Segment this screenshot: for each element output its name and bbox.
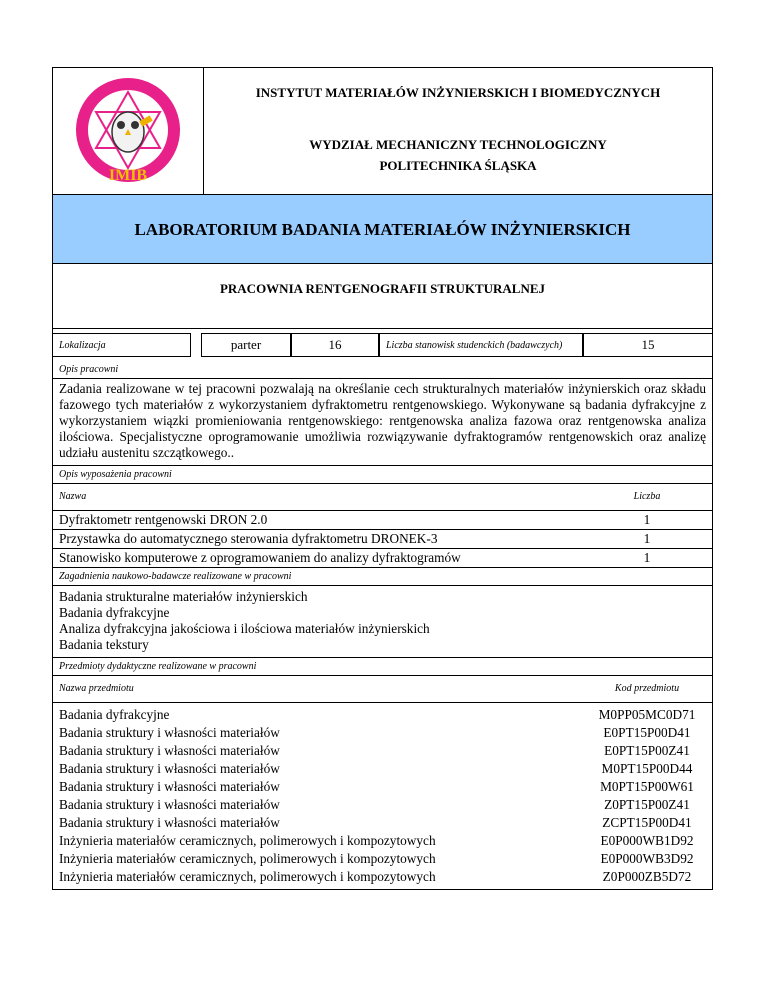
table-row <box>53 814 712 832</box>
course-code: E0PT15P00D41 <box>603 725 691 740</box>
course-name: Badania struktury i własności materiałów <box>59 815 280 830</box>
course-name: Badania struktury i własności materiałów <box>59 797 280 812</box>
description-row <box>53 361 712 379</box>
equipment-count: 1 <box>643 550 651 565</box>
course-code: M0PT15P00D44 <box>601 761 693 776</box>
location-label-cell <box>53 333 191 357</box>
institute-name: INSTYTUT MATERIAŁÓW INŻYNIERSKICH I BIOMEDYCZNYCH <box>255 85 661 100</box>
institute-logo-icon <box>58 72 198 192</box>
equipment-header-row <box>53 484 712 511</box>
equipment-name: Dyfraktometr rentgenowski DRON 2.0 <box>59 512 268 527</box>
course-name: Badania struktury i własności materiałów <box>59 725 280 740</box>
equipment-row <box>53 530 712 549</box>
table-row <box>53 724 712 742</box>
research-label: Zagadnienia naukowo-badawcze realizowane w pracowni <box>59 571 292 582</box>
floor-value: parter <box>230 337 262 352</box>
institute-info <box>204 68 712 194</box>
courses-label-row <box>53 658 712 676</box>
courses-table <box>53 703 712 889</box>
courses-header-row <box>53 676 712 703</box>
equipment-count: 1 <box>643 531 651 546</box>
equipment-name: Przystawka do automatycznego sterowania dyfraktometru DRONEK-3 <box>59 531 438 546</box>
course-name: Inżynieria materiałów ceramicznych, polimerowych i kompozytowych <box>59 869 436 884</box>
equipment-col-count: Liczba <box>633 491 661 502</box>
description-label: Opis pracowni <box>59 364 119 375</box>
room-value: 16 <box>328 337 342 352</box>
course-name: Badania struktury i własności materiałów <box>59 779 280 794</box>
course-name: Badania struktury i własności materiałów <box>59 743 280 758</box>
table-row <box>53 742 712 760</box>
logo-cell <box>53 68 204 195</box>
table-row <box>53 760 712 778</box>
equipment-count: 1 <box>643 512 651 527</box>
course-name: Inżynieria materiałów ceramicznych, polimerowych i kompozytowych <box>59 851 436 866</box>
workshop-title: PRACOWNIA RENTGENOGRAFII STRUKTURALNEJ <box>219 281 546 296</box>
logo-text: IMIB <box>108 167 148 184</box>
course-name: Badania dyfrakcyjne <box>59 707 170 722</box>
course-code: E0P000WB1D92 <box>600 833 694 848</box>
description-text: Zadania realizowane w tej pracowni pozwalają na określanie cech strukturalnych materiałów inżynierskich oraz składu fazowego tych materiałów z wykorzystaniem dyfraktometru rentgenowskiego. Wykonywane są badania dyfrakcyjne z wykorzystaniem wiązki promieniowania rentgenowskiego: rentgenowska analiza fazowa oraz rentgenowska analiza ilościowa. Specjalistyczne oprogramowanie umożliwia rozwiązywanie dyfraktogramów rentgenowskich oraz analizę udziału austenitu szczątkowego.. <box>59 381 706 460</box>
research-list <box>53 586 712 658</box>
course-name: Inżynieria materiałów ceramicznych, polimerowych i kompozytowych <box>59 833 436 848</box>
list-item: Badania strukturalne materiałów inżynierskich <box>59 589 308 604</box>
header-row <box>53 68 712 195</box>
courses-col-code: Kod przedmiotu <box>614 683 680 694</box>
list-item: Badania dyfrakcyjne <box>59 605 170 620</box>
description-text-row <box>53 379 712 466</box>
document-frame <box>52 67 713 890</box>
course-name: Badania struktury i własności materiałów <box>59 761 280 776</box>
location-row <box>53 329 712 361</box>
course-code: Z0PT15P00Z41 <box>604 797 690 812</box>
equipment-row <box>53 511 712 530</box>
table-row <box>53 832 712 850</box>
table-row <box>53 706 712 724</box>
table-row <box>53 868 712 886</box>
location-label: Lokalizacja <box>59 339 106 351</box>
faculty-name: WYDZIAŁ MECHANICZNY TECHNOLOGICZNY <box>309 137 607 152</box>
course-code: E0PT15P00Z41 <box>604 743 690 758</box>
floor-cell <box>201 333 291 357</box>
course-code: Z0P000ZB5D72 <box>602 869 692 884</box>
list-item: Badania tekstury <box>59 637 149 652</box>
table-row <box>53 850 712 868</box>
research-label-row <box>53 568 712 586</box>
course-code: M0PP05MC0D71 <box>598 707 696 722</box>
stations-cell <box>583 333 712 357</box>
stations-label: Liczba stanowisk studenckich (badawczych) <box>386 339 563 351</box>
equipment-label: Opis wyposażenia pracowni <box>59 469 172 480</box>
room-cell <box>291 333 379 357</box>
university-name: POLITECHNIKA ŚLĄSKA <box>379 158 537 173</box>
equipment-row <box>53 549 712 568</box>
equipment-col-name: Nazwa <box>59 491 87 502</box>
course-code: E0P000WB3D92 <box>600 851 694 866</box>
course-code: ZCPT15P00D41 <box>602 815 692 830</box>
list-item: Analiza dyfrakcyjna jakościowa i ilościowa materiałów inżynierskich <box>59 621 430 636</box>
stations-value: 15 <box>641 337 655 352</box>
course-code: M0PT15P00W61 <box>600 779 694 794</box>
table-row <box>53 778 712 796</box>
workshop-row <box>53 281 712 329</box>
courses-col-name: Nazwa przedmiotu <box>59 683 134 694</box>
laboratory-title: LABORATORIUM BADANIA MATERIAŁÓW INŻYNIERSKICH <box>53 195 712 264</box>
equipment-label-row <box>53 466 712 484</box>
equipment-name: Stanowisko komputerowe z oprogramowaniem do analizy dyfraktogramów <box>59 550 461 565</box>
stations-label-cell <box>379 333 583 357</box>
table-row <box>53 796 712 814</box>
courses-label: Przedmioty dydaktyczne realizowane w pracowni <box>59 661 257 672</box>
